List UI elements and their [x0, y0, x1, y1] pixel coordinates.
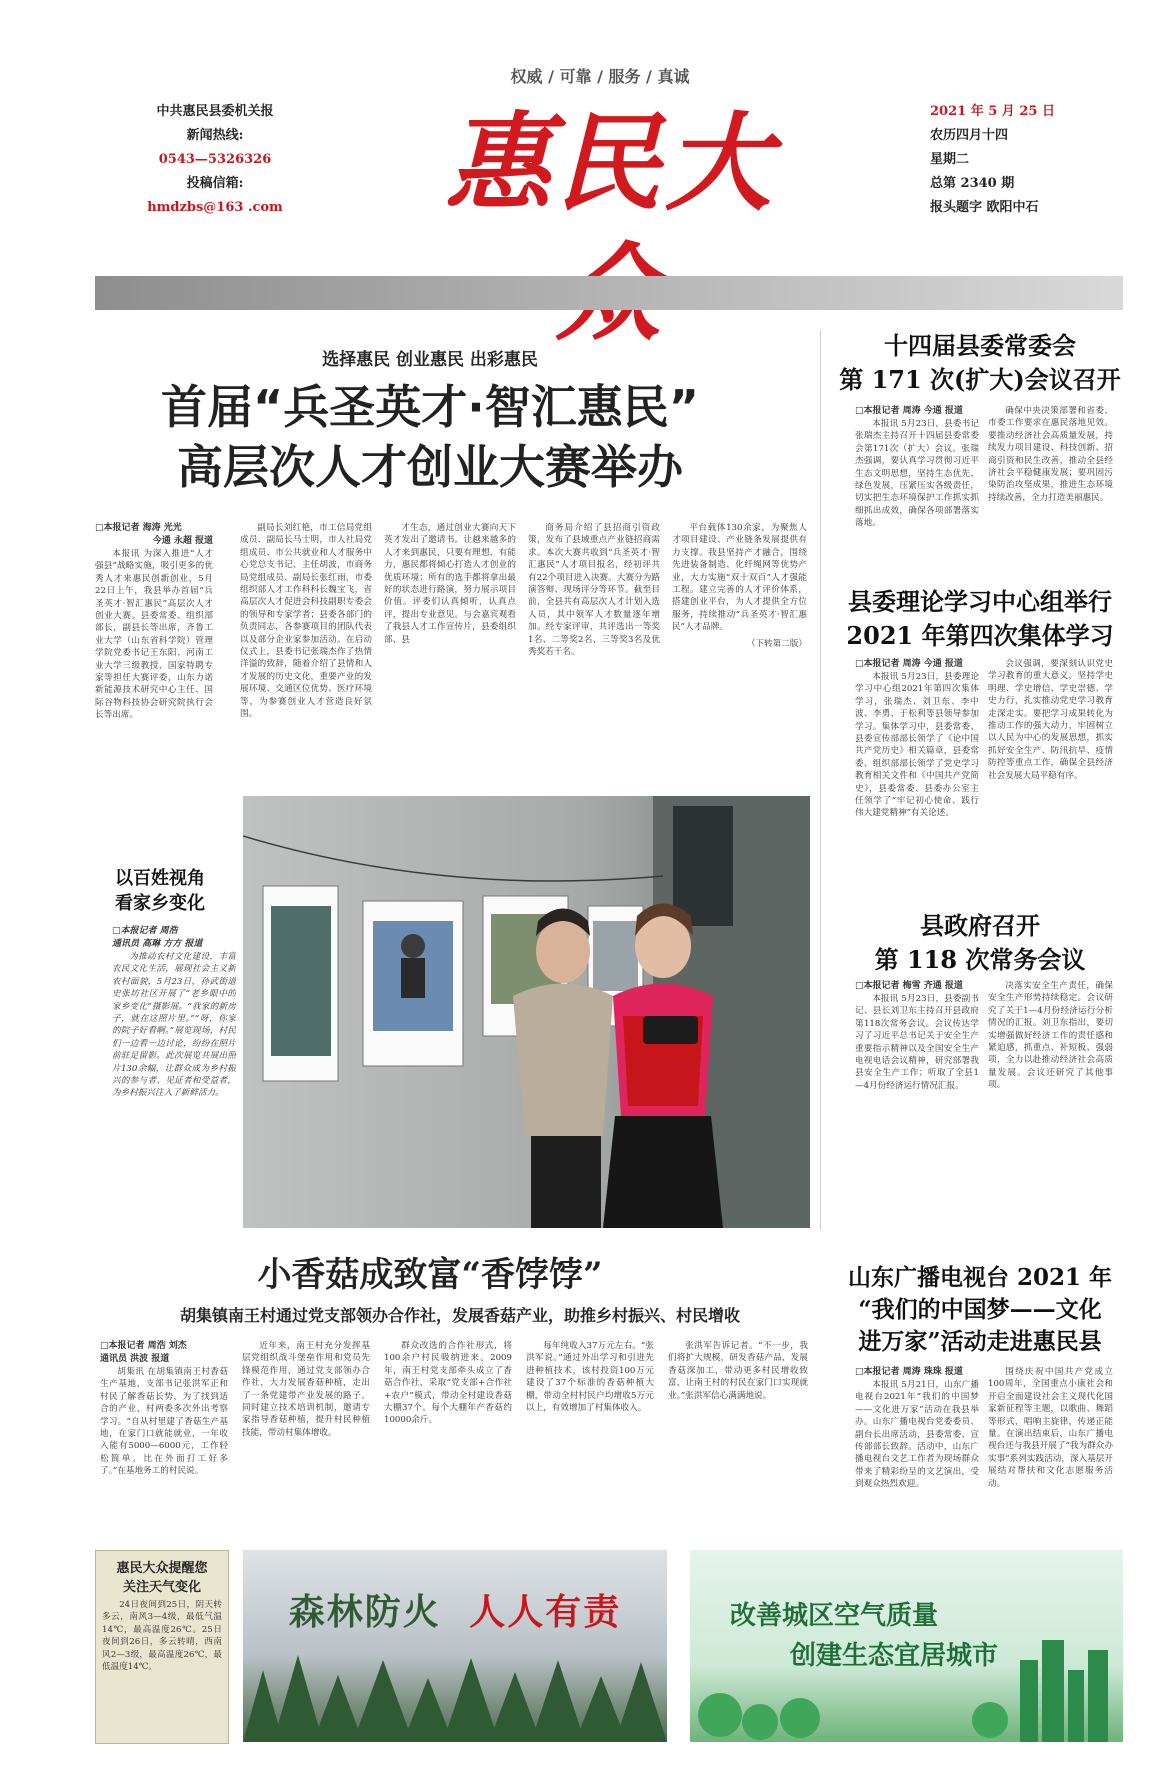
fire-prevention-ad [243, 1550, 667, 1742]
right4-headline-3: 进万家”活动走进惠民县 [858, 1328, 1102, 1355]
hotline-number: 0543—5326326 [158, 152, 272, 167]
right1-headline-2: 第 171 次(扩大)会议召开 [839, 365, 1121, 394]
lead-text-4: 商务局介绍了县招商引资政策，发布了县域重点产业链招商需求。本次大赛共收到“兵圣英才·智汇惠民”人才项目报名，经初评共有22个项目进入决赛。大赛分为路演答辩、现场评分等环节。截至目前，全县共有高层次人才计划入选人员，其中领军人才数量逐年增加。经专家评审，共评选出一等奖1名、二等奖2名、三等奖3名及优秀奖若干名。 [528, 523, 660, 658]
calligraphy-credit: 报头题字 欧阳中石 [930, 200, 1039, 215]
lead-column-4 [528, 522, 660, 792]
right3-text-1: 本报讯 5月23日，县委副书记、县长刘卫东主持召开县政府第118次常务会议。会议传达学习了习近平总书记关于安全生产重要指示精神以及全国安全生产电视电话会议精神，研究部署我县安全生产工作；听取了全县1—4月份经济运行情况汇报。 [855, 994, 979, 1091]
story-headline: 小香菇成致富“香饽饽” [257, 1255, 603, 1295]
right3-headline-1: 县政府召开 [920, 911, 1040, 940]
story-subhead: 胡集镇南王村通过党支部领办合作社，发展香菇产业，助推乡村振兴、村民增收 [179, 1306, 740, 1325]
right2-column-2 [988, 658, 1113, 898]
feature-column [112, 925, 236, 1225]
exhibit-frame [363, 901, 463, 1066]
paper-title: 惠民大 [445, 100, 775, 225]
right3-column-2 [988, 980, 1113, 1220]
lead-column-1 [95, 522, 213, 792]
exhibit-frame [263, 886, 338, 1081]
right4-column-1 [855, 1366, 979, 1526]
right4-headline-2: “我们的中国梦——文化 [858, 1296, 1102, 1323]
lunar-date: 农历四月十四 [930, 128, 1009, 143]
right1-byline: □本报记者 周涛 今通 报道 [855, 406, 963, 416]
weather-title-2: 关注天气变化 [122, 1580, 201, 1595]
right1-column-1 [855, 405, 979, 575]
right4-headline-1: 山东广播电视台 2021 年 [847, 1264, 1113, 1291]
right2-headline-2: 2021 年第四次集体学习 [846, 621, 1114, 650]
story-column-2 [242, 1340, 370, 1518]
story-column-5 [668, 1340, 808, 1518]
fire-slogan [243, 1584, 667, 1635]
right2-text-2: 会议强调，要深刻认识党史学习教育的重大意义，坚持学史明理、学史增信、学史崇德、学史力行，扎实推动党史学习教育走深走实。要把学习成果转化为推动工作的强大动力，牢固树立以人民为中心的发展思想，抓实抓好安全生产、防汛抗旱、疫情防控等重点工作，确保全县经济社会发展大局平稳有序。 [988, 659, 1113, 781]
vertical-divider [820, 330, 821, 1230]
story-text-3: 群众改选的合作社形式，将100余户村民吸纳进来。2009年，南王村党支部牵头成立了香菇合作社，采取“党支部+合作社+农户”模式，带动全村建设香菇大棚37个。每个大棚年产香菇约10000余斤。 [384, 1341, 512, 1426]
lead-column-2 [240, 522, 372, 792]
org-name: 中共惠民县委机关报 [156, 104, 274, 119]
right3-column-1 [855, 980, 979, 1220]
main-photo [243, 796, 810, 1228]
feature-byline-2: 通讯员 高琳 方方 报道 [112, 939, 203, 949]
weather-box [95, 1550, 229, 1744]
air-slogan-1: 改善城区空气质量 [730, 1601, 939, 1631]
fire-slogan-1: 森林防火 [288, 1592, 441, 1633]
masthead-left [130, 100, 300, 220]
right2-byline: □本报记者 周涛 今通 报道 [855, 659, 963, 669]
lead-text-3: 才生态，通过创业大赛向天下英才发出了邀请书。让越来越多的人才来到惠民，只要有理想、有能力，惠民都将倾心打造人才创业的优质环境；所有的选手都将拿出最好的状态进行路演，努力展示项目价值。评委们认真倾听，认真点评，提出专业意见。与会嘉宾观看了我县人才工作宣传片，县委组织部、县 [384, 523, 516, 645]
weather-title-1: 惠民大众提醒您 [116, 1561, 208, 1576]
main-photo-illustration [243, 796, 810, 1228]
story-text-4: 每年纯收入37万元左右。“张洪军说。”通过外出学习和引进先进种植技术，该村投资100万元建设了37个标准的香菇种植大棚，带动全村村民户均增收5万元以上，有效增加了村集体收入。 [526, 1341, 654, 1414]
lead-kicker: 选择惠民 创业惠民 出彩惠民 [322, 350, 538, 370]
lead-text-2: 副局长刘红艳，市工信局党组成员、副局长马士明，市人社局党组成员、市公共就业和人才服务中心党总支书记、主任胡波，市商务局党组成员、副局长张红雨，市委组织部人才工作科科长魏宝飞，省高层次人才促进会科技副职专委会的领导和专家学者；县委各部门的负责同志，各参赛项目的团队代表以及部分企业家参加活动。在启动仪式上，县委书记张瑞杰作了热情洋溢的致辞，随着介绍了县情和人才发展的历史文化，重要产业的发展环境、交通区位优势、医疗环境等，为参赛创业人才营造良好氛围。 [240, 523, 372, 720]
lead-text-1: 本报讯 为深入推进“人才强县”战略实施，吸引更多的优秀人才来惠民创新创业，5月22日上午，我县举办首届“兵圣英才·智汇惠民”高层次人才创业大赛。县委常委、组织部部长，副县长等出席，齐鲁工业大学（山东省科学院）管理学院党委书记王东阳、河南工业大学三级教授、国家特聘专家等担任大赛评委，山东力诺新能源技术研究中心主任、国际谷物科技协会研究院执行会长等出席。 [95, 549, 213, 721]
right4-byline: □本报记者 周涛 珠珠 报道 [855, 1367, 963, 1377]
right1-text-2: 确保中央决策部署和省委、市委工作要求在惠民落地见效。要推动经济社会高质量发展，持续发力项目建设、科技创新、招商引资和民生改善，推动全县经济社会平稳健康发展；要巩固污染防治攻坚成果，推进生态环境持续改善，全力打造美丽惠民。 [988, 406, 1113, 503]
issue-number: 总第 2340 期 [930, 176, 1015, 191]
right1-text-1: 本报讯 5月23日，县委书记张瑞杰主持召开十四届县委常委会第171次（扩大）会议。张瑞杰强调，要认真学习贯彻习近平生态文明思想，坚持生态优先、绿色发展，压紧压实各级责任，切实把生态环境保护工作抓实抓细抓出成效，确保各项部署落实落地。 [855, 419, 979, 529]
right1-headline-1: 十四届县委常委会 [884, 331, 1076, 360]
fire-slogan-2: 人人有责 [469, 1592, 622, 1633]
air-quality-ad [690, 1550, 1123, 1742]
forest-illustration [243, 1550, 667, 1742]
lead-column-5 [672, 522, 807, 792]
masthead-bar [95, 276, 1123, 310]
air-slogan-2: 创建生态宜居城市 [790, 1641, 999, 1671]
email-label: 投稿信箱: [186, 176, 244, 191]
hotline-label: 新闻热线: [186, 128, 244, 143]
story-text-1: 胡集讯 在胡集镇南王村香菇生产基地，支部书记张洪军正和村民了解香菇长势，为了找到适合的产业，村两委多次外出考察学习。“自从村里建了香菇生产基地，在家门口就能就业，一年收入能有5000—6000元，工作轻松简单，比在外面打工好多了。”在基地务工的村民说。 [100, 1367, 228, 1477]
lead-byline-2: 今通 永超 报道 [152, 536, 213, 546]
right4-text-2: 围绕庆祝中国共产党成立100周年，全国重点小康社会和开启全面建设社会主义现代化国家新征程等主题，以歌曲、舞蹈等形式，唱响主旋律，传递正能量。在演出结束后，山东广播电视台还与我县开展了“我为群众办实事”系列实践活动，深入基层开展结对帮扶和文化志愿服务活动。 [988, 1367, 1113, 1489]
lead-text-5: 平台载体130余家，为聚焦人才项目建设、产业链条发展提供有力支撑。我县坚持产才融合，围绕先进装备制造、化纤绳网等优势产业，大力实施“双十双百”人才强能工程。建立完善的人才评价体系，搭建创业平台，为人才提供全方位服务，持续推动“兵圣英才·智汇惠民”人才品牌。 [672, 523, 807, 633]
story-column-1 [100, 1340, 228, 1518]
continued-note: （下转第二版） [746, 638, 807, 649]
lead-headline-2: 高层次人才创业大赛举办 [177, 440, 683, 494]
right3-text-2: 决落实安全生产责任，确保安全生产形势持续稳定。会议研究了关于1—4月份经济运行分析情况的汇报。刘卫东指出，要切实增强做好经济工作的责任感和紧迫感，抓重点、补短板、强弱项，全力以赴推动经济社会高质量发展。会议还研究了其他事项。 [988, 981, 1113, 1091]
issue-date: 2021 年 5 月 25 日 [930, 104, 1055, 119]
feature-headline-1: 以百姓视角 [115, 868, 205, 889]
story-byline-2: 通讯员 洪波 报道 [100, 1354, 170, 1364]
right1-column-2 [988, 405, 1113, 575]
story-text-5: 张洪军告诉记者。“不一步，我们将扩大规模，研发香菇产品，发展香菇深加工，带动更多村民增收致富，让南王村的村民在家门口实现就业。”张洪军信心满满地说。 [668, 1341, 808, 1401]
right2-headline-1: 县委理论学习中心组举行 [848, 587, 1112, 616]
story-byline: □本报记者 周浩 刘杰 [100, 1341, 187, 1351]
story-text-2: 近年来，南王村充分发挥基层党组织战斗堡垒作用和党员先锋模范作用，通过党支部领办合作社，大力发展香菇种植，走出了一条党建带产业发展的路子。同时建立技术培训机制，邀请专家指导香菇种植，提升村民种植技能，带动村集体增收。 [242, 1341, 370, 1438]
right4-column-2 [988, 1366, 1113, 1526]
feature-byline: □本报记者 周浩 [112, 926, 178, 936]
right3-byline: □本报记者 梅雪 齐通 报道 [855, 981, 963, 991]
story-column-4 [526, 1340, 654, 1518]
right2-text-1: 本报讯 5月23日，县委理论学习中心组2021年第四次集体学习，张瑞杰、刘卫东、李中波、李勇、于松利等县领导参加学习。集体学习中，县委常委、县委宣传部部长领学了《论中国共产党历史》相关篇章，县委常委、组织部部长领学了党史学习教育相关文件和《中国共产党简史》，县委常委、县委办公室主任领学了“牢记初心使命、践行伟大建党精神”有关论述。 [855, 672, 979, 819]
feature-headline-2: 看家乡变化 [115, 893, 205, 914]
right3-headline-2: 第 118 次常务会议 [874, 945, 1086, 974]
lead-headline-1: 首届“兵圣英才·智汇惠民” [161, 380, 699, 434]
email-address: hmdzbs@163 .com [147, 200, 283, 215]
right2-column-1 [855, 658, 979, 898]
feature-text: 为推动农村文化建设，丰富农民文化生活，展现社会主义新农村面貌，5月23日，孙武街道史张坊社区开展了“老乡眼中的家乡变化”摄影展。“我家的新房子，就在这照片里。”“呀，你家的院子好看啊。”展览现场，村民们一边看一边讨论，纷纷在照片前驻足留影。此次展览共展出照片130余幅，让群众成为乡村振兴的参与者、见证者和受益者，为乡村振兴注入了新鲜活力。 [112, 952, 236, 1099]
masthead-right [930, 100, 1080, 220]
right4-text-1: 本报讯 5月21日，山东广播电视台2021年“我们的中国梦——文化进万家”活动在我县举办。山东广播电视台党委委员、副台长出席活动，县委常委、宣传部部长致辞。活动中，山东广播电视台文艺工作者为现场群众带来了精彩纷呈的文艺演出，受到观众热烈欢迎。 [855, 1380, 979, 1490]
weekday: 星期二 [930, 152, 970, 167]
slogan: 权威 / 可靠 / 服务 / 真诚 [510, 67, 690, 86]
lead-byline: □本报记者 海涛 光光 [95, 523, 182, 533]
story-column-3 [384, 1340, 512, 1518]
lead-column-3 [384, 522, 516, 792]
weather-text: 24日夜间到25日，阴天转多云，南风3—4级，最低气温14℃，最高温度26℃。25日夜间到26日，多云转晴，西南风2—3级，最高温度26℃，最低温度14℃。 [102, 1600, 222, 1673]
